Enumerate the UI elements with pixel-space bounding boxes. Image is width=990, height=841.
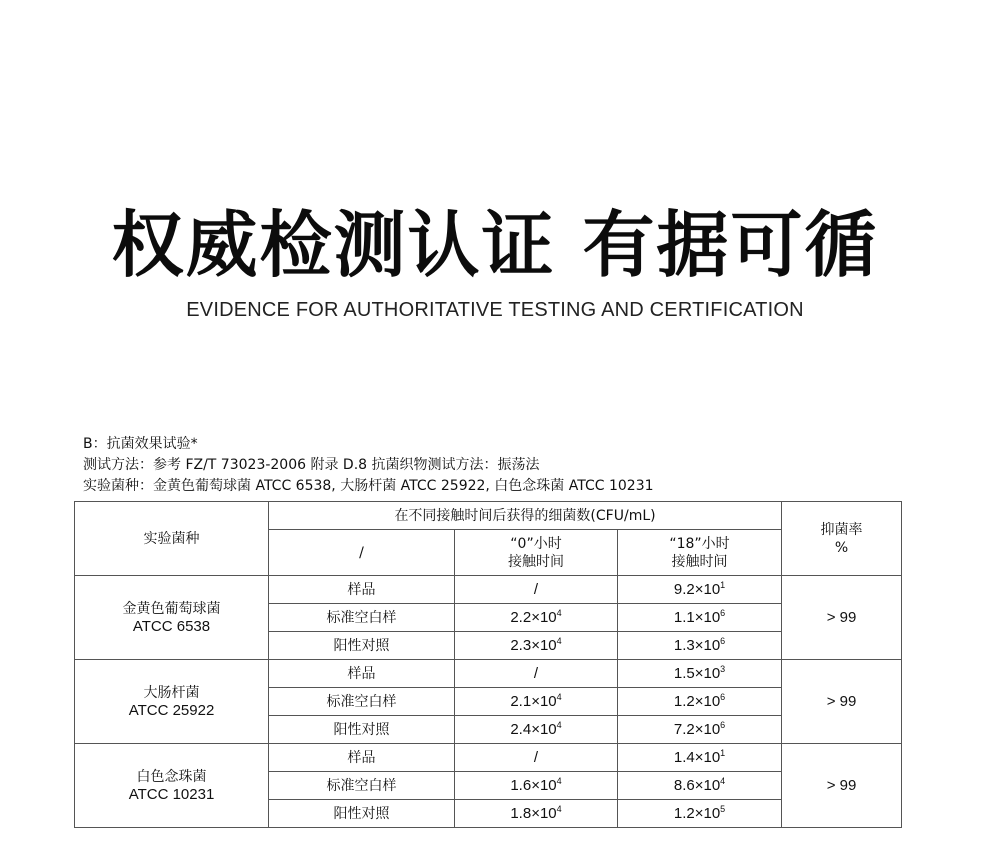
species-cell <box>75 576 269 660</box>
header-species: 实验菌种 <box>75 502 269 576</box>
table-row <box>75 744 902 772</box>
species-code: ATCC 10231 <box>128 785 215 803</box>
antibacterial-results-table <box>74 501 902 828</box>
count-18h <box>618 576 782 604</box>
count-0h <box>455 772 618 800</box>
inhibition-rate: > 99 <box>782 660 902 744</box>
count-base: 7.2×10 <box>673 720 721 738</box>
count-exponent: 6 <box>720 635 726 646</box>
count-base: 2.3×10 <box>510 636 557 654</box>
header-18h-line2: 接触时间 <box>671 553 728 570</box>
count-exponent: 4 <box>720 775 726 786</box>
count-exponent: 6 <box>720 719 726 730</box>
count-exponent: 6 <box>720 691 726 702</box>
count-18h <box>618 716 782 744</box>
sample-type: 阳性对照 <box>269 800 455 828</box>
count-0h <box>455 660 618 688</box>
count-18h <box>618 744 782 772</box>
count-base: 1.4×10 <box>673 748 721 766</box>
species-name: 金黄色葡萄球菌 <box>122 600 221 617</box>
count-exponent: 1 <box>720 579 726 590</box>
count-0h <box>455 744 618 772</box>
sample-type: 样品 <box>269 744 455 772</box>
count-base: / <box>533 748 539 766</box>
intro-strains: 实验菌种：金黄色葡萄球菌 ATCC 6538, 大肠杆菌 ATCC 25922, 白色念珠菌 ATCC 10231 <box>83 478 654 494</box>
count-exponent: 4 <box>556 719 562 730</box>
count-base: 1.3×10 <box>673 636 721 654</box>
count-base: 1.6×10 <box>510 776 557 794</box>
count-18h <box>618 632 782 660</box>
sample-type: 阳性对照 <box>269 716 455 744</box>
inhibition-rate: > 99 <box>782 744 902 828</box>
table-row <box>75 576 902 604</box>
species-name: 白色念珠菌 <box>136 768 207 785</box>
count-exponent: 3 <box>720 663 726 674</box>
count-exponent: 4 <box>556 691 562 702</box>
header-18h-line1: “18”小时 <box>669 535 730 552</box>
header-bacteria-count: 在不同接触时间后获得的细菌数(CFU/mL) <box>269 502 782 530</box>
count-exponent: 4 <box>556 803 562 814</box>
count-exponent: 6 <box>720 607 726 618</box>
species-code: ATCC 6538 <box>132 617 211 635</box>
sample-type: 标准空白样 <box>269 604 455 632</box>
count-base: 9.2×10 <box>673 580 721 598</box>
table-row <box>75 660 902 688</box>
header-rate-unit: % <box>834 539 849 556</box>
count-0h <box>455 688 618 716</box>
count-base: 1.2×10 <box>673 692 721 710</box>
species-name: 大肠杆菌 <box>143 684 200 701</box>
species-cell <box>75 660 269 744</box>
count-base: 1.2×10 <box>673 804 721 822</box>
count-base: 2.4×10 <box>510 720 557 738</box>
count-18h <box>618 772 782 800</box>
species-cell <box>75 744 269 828</box>
count-exponent: 1 <box>720 747 726 758</box>
header-slash: / <box>269 530 455 576</box>
count-base: 8.6×10 <box>673 776 721 794</box>
header-18h <box>618 530 782 576</box>
header-0h-line2: 接触时间 <box>508 553 564 570</box>
count-exponent: 4 <box>556 607 562 618</box>
count-0h <box>455 632 618 660</box>
count-0h <box>455 800 618 828</box>
page-title: 权威检测认证 有据可循 <box>111 203 879 287</box>
count-exponent: 5 <box>720 803 726 814</box>
count-exponent: 4 <box>556 775 562 786</box>
count-exponent: 4 <box>556 635 562 646</box>
intro-method: 测试方法：参考 FZ/T 73023-2006 附录 D.8 抗菌织物测试方法：振荡法 <box>83 457 540 473</box>
intro-heading: B：抗菌效果试验* <box>83 436 198 452</box>
page-subtitle: EVIDENCE FOR AUTHORITATIVE TESTING AND CERTIFICATION <box>186 299 804 321</box>
count-0h <box>455 716 618 744</box>
sample-type: 标准空白样 <box>269 772 455 800</box>
count-base: 1.5×10 <box>673 664 721 682</box>
header-inhibition-rate <box>782 502 902 576</box>
sample-type: 阳性对照 <box>269 632 455 660</box>
count-18h <box>618 660 782 688</box>
sample-type: 样品 <box>269 660 455 688</box>
header-rate-label: 抑菌率 <box>820 521 863 538</box>
sample-type: 样品 <box>269 576 455 604</box>
count-base: 2.1×10 <box>510 692 557 710</box>
count-base: 2.2×10 <box>510 608 557 626</box>
header-0h-line1: “0”小时 <box>510 535 562 552</box>
species-code: ATCC 25922 <box>128 701 215 719</box>
count-18h <box>618 688 782 716</box>
header-0h <box>455 530 618 576</box>
count-0h <box>455 576 618 604</box>
count-base: 1.8×10 <box>510 804 557 822</box>
count-18h <box>618 800 782 828</box>
count-18h <box>618 604 782 632</box>
count-base: 1.1×10 <box>673 608 721 626</box>
inhibition-rate: > 99 <box>782 576 902 660</box>
count-base: / <box>533 664 539 682</box>
sample-type: 标准空白样 <box>269 688 455 716</box>
count-base: / <box>533 580 539 598</box>
count-0h <box>455 604 618 632</box>
test-intro <box>83 434 654 497</box>
